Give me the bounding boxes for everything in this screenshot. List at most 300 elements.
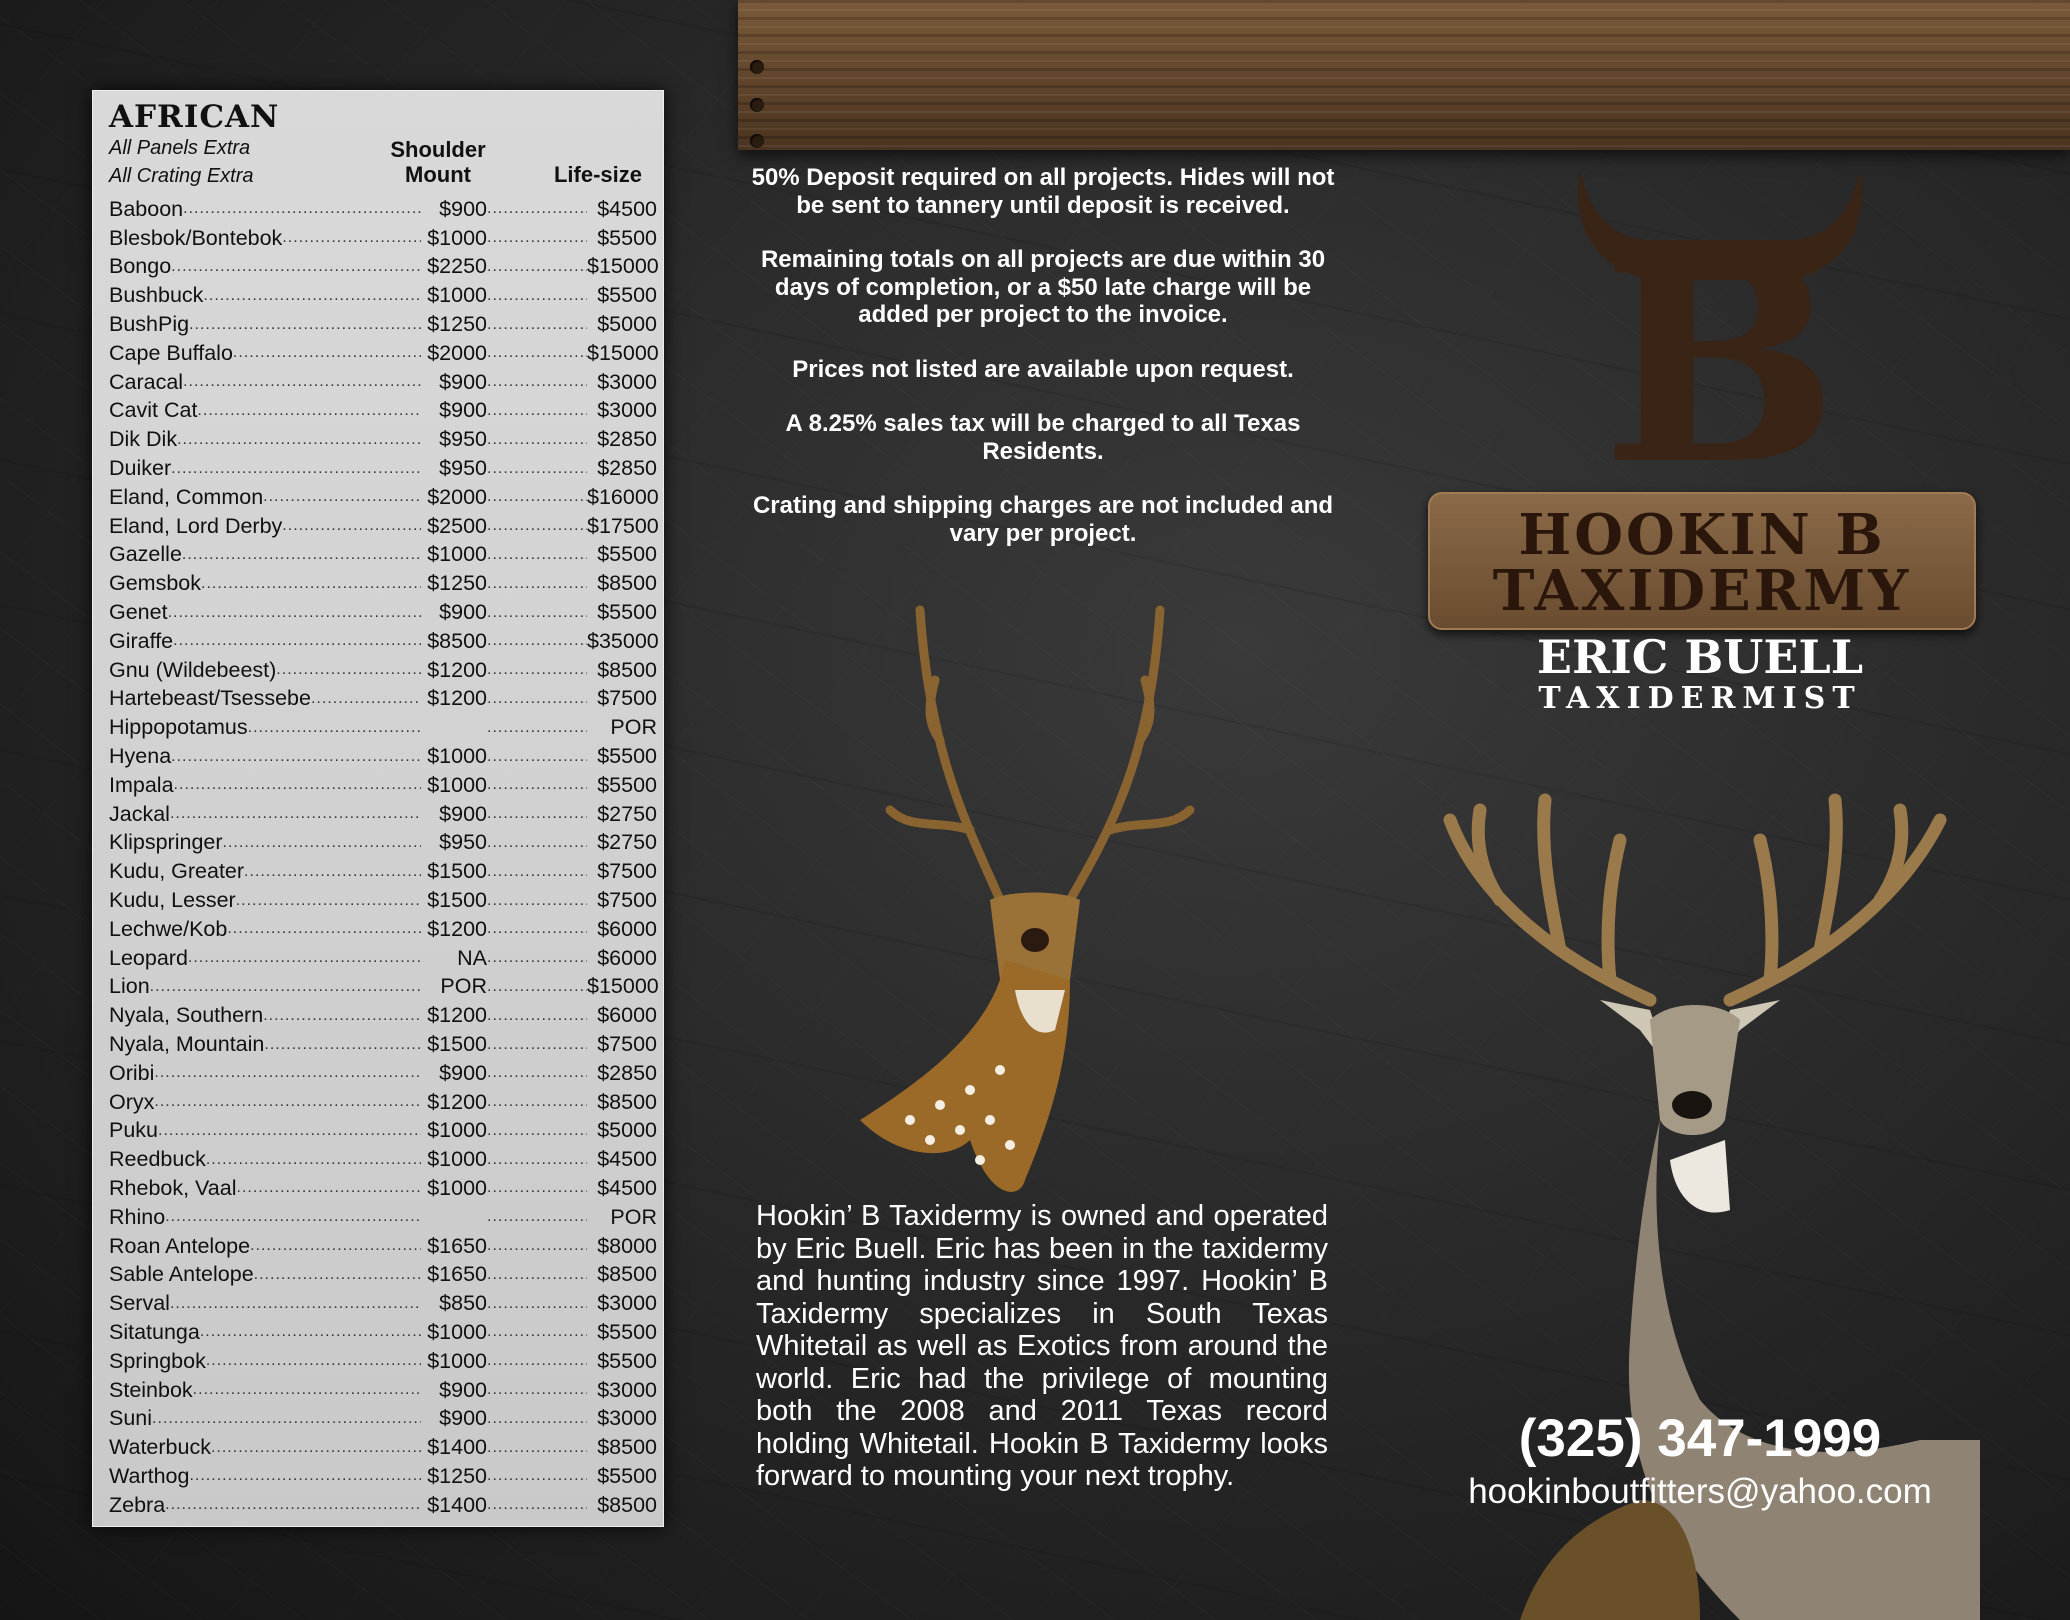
animal-name: Jackal xyxy=(109,801,170,826)
leader-dots xyxy=(311,690,421,708)
leader-dots xyxy=(254,1266,421,1284)
animal-name: Waterbuck xyxy=(109,1435,211,1460)
price-row xyxy=(109,685,657,714)
price-row xyxy=(109,1117,657,1146)
price-table xyxy=(109,195,657,1520)
animal-name: Blesbok/Bontebok xyxy=(109,225,283,250)
lifesize-price: $2750 xyxy=(597,801,657,826)
shoulder-price: $1000 xyxy=(427,283,487,308)
lifesize-price: $15000 xyxy=(587,974,659,999)
leader-dots xyxy=(174,776,421,794)
price-row xyxy=(109,713,657,742)
leader-dots xyxy=(189,1467,421,1485)
lifesize-price: POR xyxy=(610,715,657,740)
lifesize-price: $5500 xyxy=(597,225,657,250)
logo-letter: B xyxy=(1601,198,1839,470)
shoulder-price: $1650 xyxy=(427,1262,487,1287)
leader-dots xyxy=(487,632,587,650)
shoulder-price: $900 xyxy=(439,1060,487,1085)
leader-dots xyxy=(487,1036,587,1054)
owner-title: TAXIDERMIST xyxy=(1538,681,1862,716)
policy-prices-not-listed: Prices not listed are available upon request. xyxy=(792,355,1294,383)
leader-dots xyxy=(183,200,421,218)
leader-dots xyxy=(171,460,421,478)
shoulder-price: $900 xyxy=(439,801,487,826)
price-row xyxy=(109,1088,657,1117)
shoulder-price: $1200 xyxy=(427,686,487,711)
about-paragraph: Hookin’ B Taxidermy is owned and operated by Eric Buell. Eric has been in the taxidermy and hunting industry since 1997. Hookin’ B Taxidermy specializes in South Texas Whitetail as well as Exotics from around the world. Eric had the privilege of mounting both the 2008 and 2011 Texas record holding Whitetail. Hookin B Taxidermy looks forward to mounting your next trophy. xyxy=(756,1200,1328,1492)
lifesize-price: $8500 xyxy=(597,657,657,682)
leader-dots xyxy=(168,604,421,622)
lifesize-price: $3000 xyxy=(597,1291,657,1316)
leader-dots xyxy=(487,517,587,535)
lifesize-price: $17500 xyxy=(587,513,659,538)
lifesize-price: $8500 xyxy=(597,1262,657,1287)
leader-dots xyxy=(487,805,587,823)
animal-name: Baboon xyxy=(109,196,184,221)
lifesize-price: $2850 xyxy=(597,456,657,481)
leader-dots xyxy=(154,1064,421,1082)
price-row xyxy=(109,656,657,685)
shoulder-price: $900 xyxy=(439,196,487,221)
leader-dots xyxy=(487,1122,587,1140)
animal-name: Warthog xyxy=(109,1463,190,1488)
animal-name: Oryx xyxy=(109,1089,155,1114)
price-row xyxy=(109,1433,657,1462)
shoulder-price: $1500 xyxy=(427,888,487,913)
price-row xyxy=(109,1145,657,1174)
animal-name: Lechwe/Kob xyxy=(109,916,228,941)
leader-dots xyxy=(250,1237,421,1255)
shoulder-price: $1000 xyxy=(427,1319,487,1344)
animal-name: Leopard xyxy=(109,945,188,970)
brand-line-2: TAXIDERMY xyxy=(1492,558,1912,624)
nail-icon xyxy=(750,134,764,148)
animal-name: Klipspringer xyxy=(109,830,223,855)
price-row xyxy=(109,1059,657,1088)
leader-dots xyxy=(487,258,587,276)
leader-dots xyxy=(487,575,587,593)
lifesize-price: $2850 xyxy=(597,1060,657,1085)
shoulder-price: $900 xyxy=(439,369,487,394)
shoulder-price: $1250 xyxy=(427,571,487,596)
price-row xyxy=(109,569,657,598)
leader-dots xyxy=(487,488,587,506)
price-row xyxy=(109,1030,657,1059)
leader-dots xyxy=(487,1352,587,1370)
animal-name: Eland, Common xyxy=(109,484,264,509)
lifesize-price: $15000 xyxy=(587,340,659,365)
animal-name: Hartebeast/Tsessebe xyxy=(109,686,311,711)
price-row xyxy=(109,886,657,915)
animal-name: Oribi xyxy=(109,1060,155,1085)
leader-dots xyxy=(487,1381,587,1399)
leader-dots xyxy=(177,431,421,449)
leader-dots xyxy=(158,1122,421,1140)
leader-dots xyxy=(206,1151,421,1169)
price-row xyxy=(109,1289,657,1318)
animal-name: Steinbok xyxy=(109,1377,193,1402)
leader-dots xyxy=(487,373,587,391)
leader-dots xyxy=(201,575,421,593)
leader-dots xyxy=(487,1295,587,1313)
shoulder-price: $2000 xyxy=(427,484,487,509)
price-row xyxy=(109,541,657,570)
animal-name: Sitatunga xyxy=(109,1319,200,1344)
leader-dots xyxy=(487,1496,587,1514)
price-row xyxy=(109,1404,657,1433)
shoulder-price: $1250 xyxy=(427,312,487,337)
animal-name: Gemsbok xyxy=(109,571,202,596)
lifesize-price: $5500 xyxy=(597,283,657,308)
animal-name: Hyena xyxy=(109,744,172,769)
price-row xyxy=(109,339,657,368)
leader-dots xyxy=(487,1064,587,1082)
lifesize-price: $8500 xyxy=(597,571,657,596)
shoulder-price: $1000 xyxy=(427,744,487,769)
price-row xyxy=(109,1174,657,1203)
price-row xyxy=(109,829,657,858)
lifesize-price: $35000 xyxy=(587,628,659,653)
lifesize-price: $5500 xyxy=(597,772,657,797)
hookin-b-logo-icon xyxy=(1570,170,1870,470)
leader-dots xyxy=(248,719,421,737)
animal-name: Serval xyxy=(109,1291,170,1316)
leader-dots xyxy=(487,316,587,334)
leader-dots xyxy=(487,344,587,362)
leader-dots xyxy=(227,920,421,938)
leader-dots xyxy=(487,1467,587,1485)
leader-dots xyxy=(487,229,587,247)
shoulder-price: $1200 xyxy=(427,1089,487,1114)
price-row xyxy=(109,973,657,1002)
shoulder-price: $1250 xyxy=(427,1463,487,1488)
lifesize-price: $8500 xyxy=(597,1492,657,1517)
nail-icon xyxy=(750,60,764,74)
leader-dots xyxy=(487,748,587,766)
lifesize-price: $8500 xyxy=(597,1089,657,1114)
email-link[interactable]: hookinboutfitters@yahoo.com xyxy=(1468,1472,1932,1511)
leader-dots xyxy=(487,690,587,708)
lifesize-price: $5500 xyxy=(597,542,657,567)
shoulder-price: $950 xyxy=(439,456,487,481)
price-list-title: AFRICAN xyxy=(109,99,280,135)
leader-dots xyxy=(188,949,421,967)
shoulder-price: $900 xyxy=(439,398,487,423)
animal-name: Eland, Lord Derby xyxy=(109,513,283,538)
shoulder-price: $900 xyxy=(439,1406,487,1431)
lifesize-price: $3000 xyxy=(597,398,657,423)
leader-dots xyxy=(487,200,587,218)
animal-name: Bushbuck xyxy=(109,283,204,308)
lifesize-price: $8500 xyxy=(597,1435,657,1460)
shoulder-price: $1000 xyxy=(427,1348,487,1373)
price-row xyxy=(109,224,657,253)
animal-name: Genet xyxy=(109,600,168,625)
lifesize-price: $2750 xyxy=(597,830,657,855)
lifesize-price: $3000 xyxy=(597,1377,657,1402)
leader-dots xyxy=(487,1266,587,1284)
shoulder-price: $1000 xyxy=(427,1175,487,1200)
lifesize-price: POR xyxy=(610,1204,657,1229)
shoulder-price: $950 xyxy=(439,427,487,452)
price-row xyxy=(109,253,657,282)
shoulder-price: $850 xyxy=(439,1291,487,1316)
brand-name-box xyxy=(1428,492,1976,630)
shoulder-price: $1000 xyxy=(427,542,487,567)
leader-dots xyxy=(487,287,587,305)
animal-name: Duiker xyxy=(109,456,172,481)
price-row xyxy=(109,368,657,397)
lifesize-price: $15000 xyxy=(587,254,659,279)
crating-extra-note: All Crating Extra xyxy=(109,165,254,187)
shoulder-header-line2: Mount xyxy=(405,162,471,187)
nail-icon xyxy=(750,98,764,112)
lifesize-price: $7500 xyxy=(597,859,657,884)
wood-plank-image xyxy=(738,0,2070,150)
leader-dots xyxy=(237,1179,422,1197)
price-row xyxy=(109,598,657,627)
leader-dots xyxy=(487,1439,587,1457)
leader-dots xyxy=(487,1179,587,1197)
animal-name: Suni xyxy=(109,1406,153,1431)
animal-name: Puku xyxy=(109,1118,159,1143)
lifesize-price: $5500 xyxy=(597,1319,657,1344)
leader-dots xyxy=(182,546,421,564)
animal-name: Nyala, Southern xyxy=(109,1003,264,1028)
leader-dots xyxy=(203,287,421,305)
lifesize-price: $7500 xyxy=(597,888,657,913)
lifesize-header: Life-size xyxy=(553,162,643,187)
lifesize-price: $6000 xyxy=(597,1003,657,1028)
shoulder-price: $900 xyxy=(439,1377,487,1402)
price-row xyxy=(109,944,657,973)
shoulder-price: POR xyxy=(440,974,487,999)
price-row xyxy=(109,771,657,800)
price-row xyxy=(109,1347,657,1376)
lifesize-price: $5500 xyxy=(597,1348,657,1373)
shoulder-price: $1000 xyxy=(427,1118,487,1143)
animal-name: Rhino xyxy=(109,1204,166,1229)
price-row xyxy=(109,1462,657,1491)
price-row xyxy=(109,1203,657,1232)
leader-dots xyxy=(183,373,421,391)
shoulder-mount-header xyxy=(383,137,493,187)
leader-dots xyxy=(487,402,587,420)
price-row xyxy=(109,742,657,771)
shoulder-price: $1500 xyxy=(427,859,487,884)
leader-dots xyxy=(263,1007,421,1025)
leader-dots xyxy=(282,229,421,247)
shoulder-price: $1400 xyxy=(427,1492,487,1517)
leader-dots xyxy=(487,978,587,996)
leader-dots xyxy=(487,1151,587,1169)
lifesize-price: $3000 xyxy=(597,369,657,394)
animal-name: Caracal xyxy=(109,369,184,394)
shoulder-price: $1000 xyxy=(427,225,487,250)
leader-dots xyxy=(165,1496,421,1514)
policies-section xyxy=(748,164,1338,574)
animal-name: Rhebok, Vaal xyxy=(109,1175,237,1200)
lifesize-price: $4500 xyxy=(597,196,657,221)
price-row xyxy=(109,915,657,944)
leader-dots xyxy=(487,834,587,852)
leader-dots xyxy=(206,1352,421,1370)
leader-dots xyxy=(233,344,421,362)
leader-dots xyxy=(165,1208,421,1226)
leader-dots xyxy=(171,748,421,766)
shoulder-price: NA xyxy=(457,945,487,970)
shoulder-price: $1500 xyxy=(427,1032,487,1056)
price-row xyxy=(109,800,657,829)
price-row xyxy=(109,195,657,224)
lifesize-price: $4500 xyxy=(597,1147,657,1172)
lifesize-price: $6000 xyxy=(597,945,657,970)
animal-name: Impala xyxy=(109,772,174,797)
lifesize-price: $7500 xyxy=(597,686,657,711)
leader-dots xyxy=(487,863,587,881)
shoulder-price: $1000 xyxy=(427,1147,487,1172)
shoulder-price: $1000 xyxy=(427,772,487,797)
shoulder-price: $1400 xyxy=(427,1435,487,1460)
animal-name: Lion xyxy=(109,974,150,999)
lifesize-price: $2850 xyxy=(597,427,657,452)
leader-dots xyxy=(264,1036,421,1054)
animal-name: Dik Dik xyxy=(109,427,178,452)
price-row xyxy=(109,425,657,454)
lifesize-price: $7500 xyxy=(597,1032,657,1056)
shoulder-header-line1: Shoulder xyxy=(390,137,486,162)
price-row xyxy=(109,627,657,656)
leader-dots xyxy=(150,978,421,996)
leader-dots xyxy=(487,892,587,910)
price-row xyxy=(109,857,657,886)
axis-deer-mount-image xyxy=(820,600,1270,1220)
animal-name: BushPig xyxy=(109,312,190,337)
price-row xyxy=(109,1232,657,1261)
leader-dots xyxy=(223,834,421,852)
leader-dots xyxy=(197,402,421,420)
animal-name: Gazelle xyxy=(109,542,182,567)
price-row xyxy=(109,483,657,512)
lifesize-price: $3000 xyxy=(597,1406,657,1431)
leader-dots xyxy=(170,805,421,823)
animal-name: Hippopotamus xyxy=(109,715,248,740)
leader-dots xyxy=(487,949,587,967)
lifesize-price: $4500 xyxy=(597,1175,657,1200)
leader-dots xyxy=(487,1208,587,1226)
leader-dots xyxy=(189,316,421,334)
shoulder-price: $8500 xyxy=(427,628,487,653)
leader-dots xyxy=(276,661,421,679)
shoulder-price: $1200 xyxy=(427,1003,487,1028)
price-row xyxy=(109,454,657,483)
leader-dots xyxy=(487,604,587,622)
policy-crating-shipping: Crating and shipping charges are not included and vary per project. xyxy=(752,492,1334,547)
shoulder-price: $1200 xyxy=(427,916,487,941)
animal-name: Reedbuck xyxy=(109,1147,206,1172)
lifesize-price: $5500 xyxy=(597,600,657,625)
animal-name: Nyala, Mountain xyxy=(109,1032,265,1056)
shoulder-price: $1650 xyxy=(427,1233,487,1258)
shoulder-price: $900 xyxy=(439,600,487,625)
leader-dots xyxy=(211,1439,421,1457)
leader-dots xyxy=(487,431,587,449)
lifesize-price: $8000 xyxy=(597,1233,657,1258)
leader-dots xyxy=(173,632,421,650)
leader-dots xyxy=(236,892,421,910)
price-row xyxy=(109,1260,657,1289)
lifesize-price: $5500 xyxy=(597,1463,657,1488)
lifesize-price: $6000 xyxy=(597,916,657,941)
leader-dots xyxy=(200,1323,421,1341)
brand-line-1: HOOKIN B xyxy=(1518,502,1886,568)
animal-name: Gnu (Wildebeest) xyxy=(109,657,277,682)
policy-payment-due: Remaining totals on all projects are due within 30 days of completion, or a $50 late charge will be added per project to the invoice. xyxy=(760,246,1326,328)
price-row xyxy=(109,310,657,339)
leader-dots xyxy=(487,776,587,794)
animal-name: Kudu, Lesser xyxy=(109,888,236,913)
phone-number[interactable]: (325) 347-1999 xyxy=(1518,1409,1882,1468)
owner-name: ERIC BUELL xyxy=(1536,630,1864,684)
leader-dots xyxy=(487,661,587,679)
price-row xyxy=(109,512,657,541)
shoulder-price: $1200 xyxy=(427,657,487,682)
lifesize-price: $5000 xyxy=(597,1118,657,1143)
price-row xyxy=(109,1376,657,1405)
animal-name: Bongo xyxy=(109,254,172,279)
lifesize-price: $16000 xyxy=(587,484,659,509)
leader-dots xyxy=(487,1007,587,1025)
leader-dots xyxy=(487,920,587,938)
leader-dots xyxy=(487,1410,587,1428)
price-row xyxy=(109,1001,657,1030)
price-list-panel xyxy=(92,90,664,1527)
leader-dots xyxy=(170,1295,421,1313)
price-row xyxy=(109,1318,657,1347)
price-row xyxy=(109,397,657,426)
animal-name: Kudu, Greater xyxy=(109,859,245,884)
animal-name: Zebra xyxy=(109,1492,166,1517)
leader-dots xyxy=(487,719,587,737)
leader-dots xyxy=(171,258,421,276)
policy-deposit: 50% Deposit required on all projects. Hides will not be sent to tannery until deposit is received. xyxy=(751,164,1335,219)
animal-name: Giraffe xyxy=(109,628,174,653)
leader-dots xyxy=(487,1093,587,1111)
animal-name: Cavit Cat xyxy=(109,398,198,423)
leader-dots xyxy=(244,863,421,881)
leader-dots xyxy=(487,1323,587,1341)
leader-dots xyxy=(263,488,421,506)
animal-name: Sable Antelope xyxy=(109,1262,254,1287)
shoulder-price: $2000 xyxy=(427,340,487,365)
price-row xyxy=(109,281,657,310)
leader-dots xyxy=(282,517,421,535)
panels-extra-note: All Panels Extra xyxy=(109,137,251,159)
policy-sales-tax: A 8.25% sales tax will be charged to all Texas Residents. xyxy=(785,410,1301,465)
leader-dots xyxy=(487,460,587,478)
shoulder-price: $2250 xyxy=(427,254,487,279)
leader-dots xyxy=(487,1237,587,1255)
animal-name: Springbok xyxy=(109,1348,206,1373)
lifesize-price: $5500 xyxy=(597,744,657,769)
shoulder-price: $950 xyxy=(439,830,487,855)
animal-name: Cape Buffalo xyxy=(109,340,233,365)
leader-dots xyxy=(487,546,587,564)
price-row xyxy=(109,1491,657,1520)
leader-dots xyxy=(193,1381,421,1399)
leader-dots xyxy=(154,1093,421,1111)
